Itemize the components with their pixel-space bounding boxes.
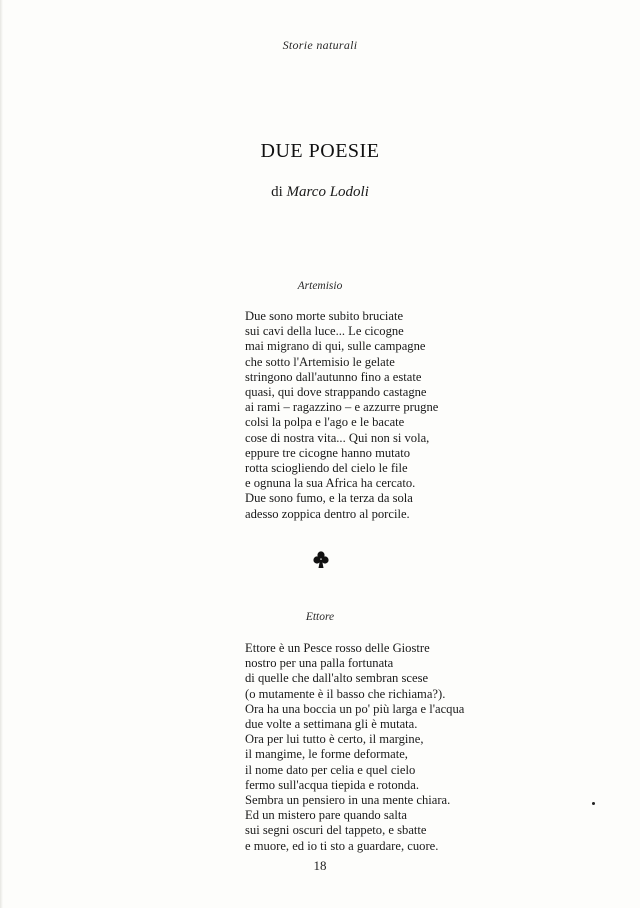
- poem-line: sui cavi della luce... Le cicogne: [245, 324, 404, 339]
- poem-ettore: [245, 641, 464, 854]
- poem-line: e muore, ed io ti sto a guardare, cuore.: [245, 838, 439, 853]
- poem-line: quasi, qui dove strappando castagne: [245, 385, 427, 400]
- byline: [0, 184, 640, 201]
- poem-line: Sembra un pensiero in una mente chiara.: [245, 793, 451, 808]
- poem-line: Ora per lui tutto è certo, il margine,: [245, 732, 424, 747]
- club-icon: [313, 550, 329, 570]
- poem-line: adesso zoppica dentro al porcile.: [245, 506, 410, 521]
- poem-line: eppure tre cicogne hanno mutato: [245, 445, 411, 460]
- ink-speck: [592, 802, 595, 805]
- byline-prefix: di: [271, 184, 283, 200]
- poem-artemisio: [245, 309, 438, 522]
- poem-line: due volte a settimana gli è mutata.: [245, 717, 418, 732]
- poem-line: ai rami – ragazzino – e azzurre prugne: [245, 400, 439, 415]
- poem-line: di quelle che dall'alto sembran scese: [245, 671, 429, 686]
- author-name: Marco Lodoli: [286, 184, 369, 200]
- poem-line: mai migrano di qui, sulle campagne: [245, 339, 426, 354]
- poem-line: e ognuna la sua Africa ha cercato.: [245, 476, 416, 491]
- poem-line: fermo sull'acqua tiepida e rotonda.: [245, 777, 419, 792]
- poem-line: nostro per una palla fortunata: [245, 656, 394, 671]
- page-title: DUE POESIE: [260, 140, 380, 162]
- poem-line: Ora ha una boccia un po' più larga e l'acqua: [245, 701, 465, 716]
- poem-line: stringono dall'autunno fino a estate: [245, 369, 422, 384]
- poem-line: (o mutamente è il basso che richiama?).: [245, 686, 446, 701]
- poem-line: Ettore è un Pesce rosso delle Giostre: [245, 641, 430, 655]
- poem-title-artemisio: Artemisio: [297, 280, 343, 292]
- page-edge-shadow: [0, 0, 3, 908]
- poem-line: cose di nostra vita... Qui non si vola,: [245, 430, 430, 445]
- poem-line: colsi la polpa e l'ago e le bacate: [245, 415, 405, 430]
- poem-line: sui segni oscuri del tappeto, e sbatte: [245, 823, 427, 838]
- poem-line: il nome dato per celia e quel cielo: [245, 762, 416, 777]
- running-head: Storie naturali: [282, 38, 358, 52]
- poem-line: rotta sciogliendo del cielo le file: [245, 461, 408, 476]
- poem-title-ettore: Ettore: [305, 611, 335, 623]
- poem-line: Due sono fumo, e la terza da sola: [245, 491, 413, 506]
- poem-line: Ed un mistero pare quando salta: [245, 808, 407, 823]
- poem-line: che sotto l'Artemisio le gelate: [245, 354, 395, 369]
- page-number: 18: [313, 858, 327, 873]
- poem-line: Due sono morte subito bruciate: [245, 309, 404, 323]
- poem-line: il mangime, le forme deformate,: [245, 747, 408, 762]
